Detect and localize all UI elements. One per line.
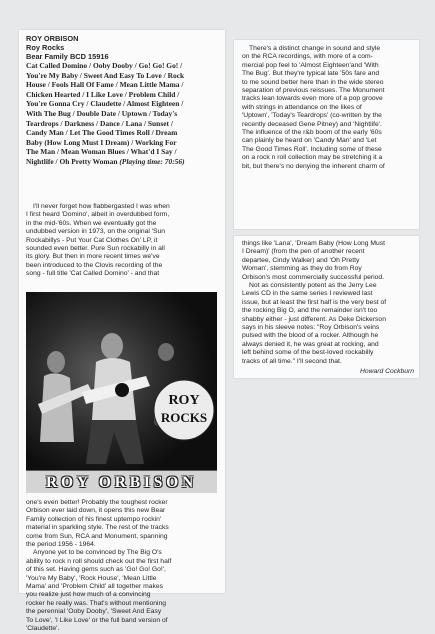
- body-line: The Good Times Roll'. Including some of these: [242, 145, 382, 153]
- body-line: undubbed version in 1973, on the original 'Sun: [26, 228, 166, 236]
- body-line: can plainly be heard on 'Candy Man' and 'Let: [242, 137, 377, 145]
- body-line: the period 1956 - 1964.: [26, 541, 96, 549]
- body-line: tracks lean towards even more of a pop groove: [242, 95, 383, 103]
- body-line: departee, Cindy Walker) and 'Oh Pretty: [242, 256, 360, 264]
- body-line: Mama' and 'Problem Child' all together makes: [26, 583, 164, 591]
- tracklist-line: The Man / Mean Woman Blues / What'd I Say /: [26, 147, 177, 157]
- review-clipping-right-top: [234, 40, 419, 229]
- body-line: recently deceased Gene Pitney) and 'Nightlife'.: [242, 120, 382, 128]
- stage-photo-image: [26, 292, 217, 470]
- body-line: The Bug'. But they're typical late '50s fare and: [242, 70, 380, 78]
- tracklist-last-line: [26, 157, 222, 167]
- body-line: one's even better! Probably the toughest rocker: [26, 499, 168, 506]
- body-line: rocker he really was. That's without mentioning: [26, 599, 166, 607]
- tracklist: [26, 61, 222, 167]
- body-line: I first heard 'Domino', albeit in overdubbed form,: [26, 211, 170, 219]
- body-line: bit, but there's no denying the inherent charm of: [242, 162, 385, 170]
- body-line: in the mid-'60s. When we eventually got the: [26, 219, 157, 227]
- body-line: come from Sun, RCA and Monument, spanning: [26, 532, 168, 540]
- logo-text-top: ROY: [168, 393, 200, 408]
- body-line: Woman', stemming as they do from Roy: [242, 265, 362, 273]
- body-line: to me sound better here than in the wide stereo: [242, 78, 384, 86]
- reviewer-signature: Howard Cockburn: [359, 368, 414, 376]
- body-line: Orbison's most commercially successful period.: [242, 273, 384, 281]
- body-line: To Love', 'I Like Love' or the full band version of: [26, 616, 168, 624]
- review-body-part2: [26, 499, 224, 634]
- body-line: on the RCA recordings, with more of a com-: [242, 53, 373, 61]
- review-body-part3: [242, 45, 414, 171]
- body-line: the rocking Big O, and the remainder isn't too: [242, 307, 378, 315]
- body-line: I Dream)' (from the pen of another recent: [242, 248, 365, 256]
- tracklist-line: You're Gonna Cry / Claudette / Almost Eighteen /: [26, 99, 184, 109]
- body-line: Family collection of his finest uptempo rockin': [26, 515, 162, 523]
- body-line: says in his sleeve notes: "Roy Orbison's veins: [242, 324, 380, 332]
- review-clipping-right-bottom: [234, 236, 419, 378]
- body-line: tracks of all time." I'll second that.: [242, 357, 342, 365]
- body-line: There's a distinct change in sound and style: [249, 45, 381, 52]
- body-line: Orbison ever laid down, it opens this new Bear: [26, 507, 166, 515]
- review-body-part4: [242, 240, 414, 376]
- body-line: its glory. But then in more recent times we've: [26, 253, 160, 261]
- label-catalog: Bear Family BCD 15916: [26, 52, 109, 61]
- photo-caption: ROY ORBISON: [26, 470, 217, 493]
- body-line: Rockabillys - Put Your Cat Clothes On' LP, it: [26, 236, 158, 244]
- body-line: of this set. Having gems such as 'Go! Go! Go!',: [26, 566, 166, 574]
- body-line: 'Uptown', 'Today's Teardrops' (co-written by the: [242, 112, 382, 120]
- body-line: sounded even better. Pure Sun rockabilly in all: [26, 245, 165, 253]
- album-cover-photo: [26, 292, 217, 493]
- body-line: issue, but at least the first half is the very best of: [242, 298, 387, 306]
- body-line: always denied it, he was great at rocking, and: [242, 340, 379, 348]
- tracklist-line: Nightlife / Oh Pretty Woman: [26, 156, 118, 166]
- body-line: pulsed with the blood of a rocker. Although he: [242, 332, 379, 340]
- playing-time: (Playing time: 70:56): [119, 156, 185, 166]
- body-line: song - full title 'Cat Called Domino' - and that: [26, 270, 160, 278]
- body-line: 'You're My Baby', 'Rock House', 'Mean Little: [26, 574, 157, 582]
- body-line: you realize just how much of a convincing: [26, 591, 151, 599]
- body-line: Lewis CD in the same series I reviewed last: [242, 290, 373, 298]
- body-line: ability to rock n roll should check out the first half: [26, 557, 172, 565]
- review-clipping-left: [19, 30, 225, 633]
- body-line: shabby either - just different. As Deke Dickerson: [242, 315, 386, 323]
- body-line: mercial pop feel to 'Almost Eighteen'and 'With: [242, 61, 379, 69]
- tracklist-line: Candy Man / Let The Good Times Roll / Dream: [26, 128, 178, 138]
- tracklist-line: Chicken Hearted / I Like Love / Problem Child /: [26, 89, 180, 99]
- review-header: [26, 34, 222, 167]
- body-line: been introduced to the Clovis recording of the: [26, 261, 163, 269]
- body-line: 'Claudette'.: [26, 625, 60, 633]
- body-line: I'll never forget how flabbergasted I was when: [33, 203, 170, 210]
- tracklist-line: With The Bug / Double Date / Uptown / Today's: [26, 108, 178, 118]
- tracklist-line: Cat Called Domino / Ooby Dooby / Go! Go! Go! /: [26, 61, 183, 70]
- body-line: with strings in attendance on the likes of: [242, 103, 362, 111]
- body-line: things like 'Lana', 'Dream Baby (How Long Must: [242, 240, 386, 247]
- tracklist-line: House / Fools Hall Of Fame / Mean Little Mama /: [26, 80, 184, 90]
- body-line: on a rock n roll collection may be stretching it a: [242, 154, 383, 162]
- body-line: separation of previous reissues. The Monument: [242, 87, 385, 95]
- logo-text-bottom: ROCKS: [160, 410, 208, 425]
- body-line: Anyone yet to be convinced by The Big O's: [33, 549, 162, 557]
- tracklist-line: Baby (How Long Must I Dream) / Working For: [26, 137, 177, 147]
- body-line: the perennial 'Ooby Dooby', 'Sweet And Easy: [26, 608, 162, 616]
- body-line: Not as consistently potent as the Jerry Lee: [249, 282, 377, 290]
- body-line: The influence of the r&b boom of the early '60s: [242, 129, 382, 137]
- body-line: left behind some of the best-loved rockabilly: [242, 349, 374, 357]
- album-title: Roy Rocks: [26, 43, 65, 52]
- body-line: material in sparkling style. The rest of the tracks: [26, 524, 169, 532]
- tracklist-line: Teardrops / Darkness / Dance / Lana / Sunset /: [26, 118, 173, 128]
- review-body-part1: [26, 203, 224, 279]
- tracklist-line: You're My Baby / Sweet And Easy To Love / Rock: [26, 70, 185, 80]
- artist-name: ROY ORBISON: [26, 34, 79, 43]
